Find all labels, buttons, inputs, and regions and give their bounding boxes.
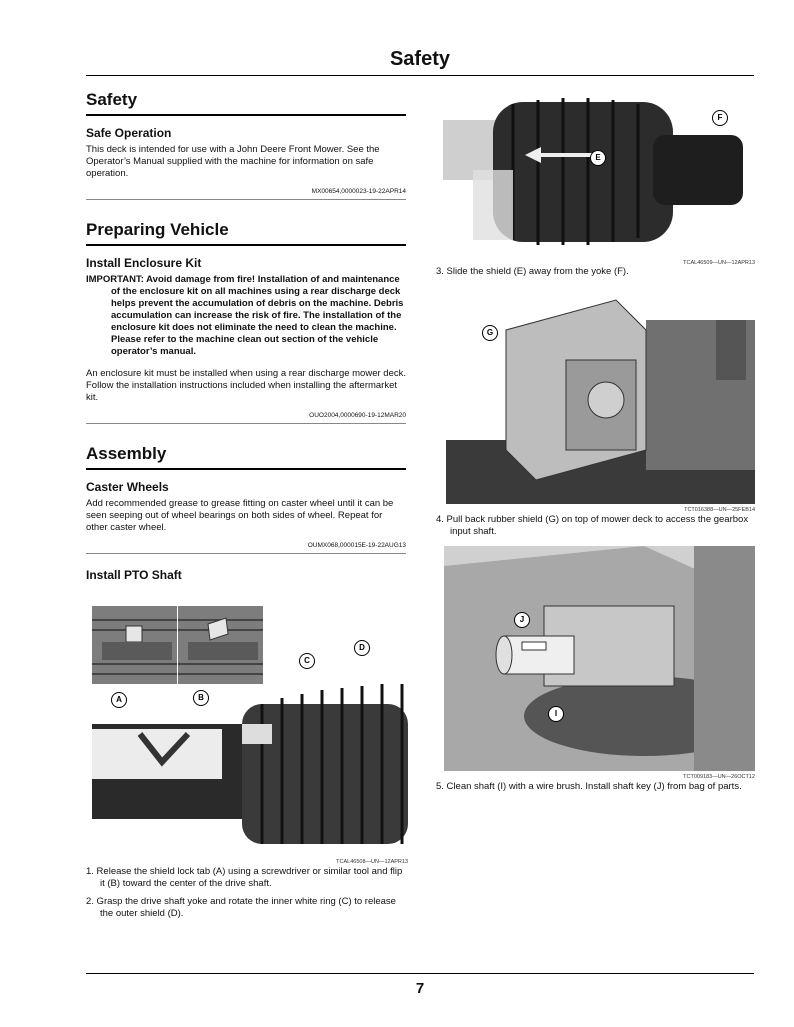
figure-lock-tab-inset-b: [178, 606, 263, 684]
doc-code: OUO2004,0000690-19-12MAR20: [86, 412, 406, 424]
lock-tab-photo-b: [178, 606, 263, 684]
lock-tab-photo-a: [92, 606, 177, 684]
figure-lock-tab-inset-a: [92, 606, 177, 684]
enclosure-kit-text: An enclosure kit must be installed when using a rear discharge mower deck. Follow the installation instructions included when installing the aftermarket kit.: [86, 368, 406, 403]
figure-shield-yoke: [443, 90, 755, 255]
step-1: 1. Release the shield lock tab (A) using a screwdriver or similar tool and flip it (B) toward the center of the drive shaft.: [86, 866, 403, 889]
safe-operation-text: This deck is intended for use with a John Deere Front Mower. See the Operator’s Manual supplied with the machine for information on safe operation.: [86, 144, 380, 179]
callout-j: J: [514, 612, 530, 628]
figure-ref-4: TCT009183—UN—26OCT12: [683, 774, 755, 780]
section-rule: [86, 114, 406, 116]
step-4: 4. Pull back rubber shield (G) on top of mower deck to access the gearbox input shaft.: [436, 514, 749, 537]
gearbox-shaft-photo: [444, 546, 755, 771]
figure-ref-1: TCAL46508—UN—12APR13: [336, 859, 408, 865]
step-2: 2. Grasp the drive shaft yoke and rotate the inner white ring (C) to release the outer shield (D).: [86, 896, 396, 919]
subsection-title-safe-operation: Safe Operation: [86, 126, 172, 140]
section-title-assembly: Assembly: [86, 444, 167, 463]
callout-g: G: [482, 325, 498, 341]
callout-a: A: [111, 692, 127, 708]
figure-rubber-shield: [446, 290, 755, 504]
callout-f: F: [712, 110, 728, 126]
subsection-title-pto-shaft: Install PTO Shaft: [86, 568, 182, 582]
doc-code: MX00654,0000023-19-22APR14: [86, 188, 406, 200]
section-rule: [86, 244, 406, 246]
figure-drive-shaft: [92, 684, 408, 856]
important-notice: IMPORTANT: Avoid damage from fire! Installation of and maintenance of the enclosure kit on all machines using a rear discharge deck helps prevent the accumulation of debris on the machine. Debris accumulation can increase the risk of fire. The installation of the enclosure kit does not eliminate the need to clean the machine. Please refer to the machine clean out section of the vehicle operator’s manual.: [86, 274, 404, 357]
shield-yoke-photo: [443, 90, 755, 255]
figure-ref-3: TCT016388—UN—25FEB14: [684, 507, 755, 513]
callout-b: B: [193, 690, 209, 706]
left-steps: [86, 866, 408, 926]
figure-ref-2: TCAL46509—UN—12APR13: [683, 260, 755, 266]
callout-c: C: [299, 653, 315, 669]
drive-shaft-photo: [92, 684, 408, 856]
subsection-title-caster-wheels: Caster Wheels: [86, 480, 169, 494]
step-3: 3. Slide the shield (E) away from the yoke (F).: [436, 266, 629, 277]
doc-code: OUMX068,000015E-19-22AUG13: [86, 542, 406, 554]
callout-i: I: [548, 706, 564, 722]
figure-gearbox-shaft: [444, 546, 755, 771]
section-rule: [86, 468, 406, 470]
section-title-safety: Safety: [86, 90, 138, 109]
section-title-preparing-vehicle: Preparing Vehicle: [86, 220, 229, 239]
rubber-shield-photo: [446, 290, 755, 504]
subsection-title-enclosure-kit: Install Enclosure Kit: [86, 256, 202, 270]
caster-wheels-text: Add recommended grease to grease fitting on caster wheel until it can be seen seeping out of wheel bearings on both sides of wheel. Repeat for other caster wheel.: [86, 498, 394, 533]
page-header-title: Safety: [389, 48, 450, 70]
header-rule: [86, 75, 754, 76]
footer-rule: [86, 973, 754, 974]
callout-e: E: [590, 150, 606, 166]
callout-d: D: [354, 640, 370, 656]
page-number: 7: [415, 980, 425, 997]
left-column: [86, 90, 406, 586]
step-5: 5. Clean shaft (I) with a wire brush. Install shaft key (J) from bag of parts.: [436, 781, 742, 792]
